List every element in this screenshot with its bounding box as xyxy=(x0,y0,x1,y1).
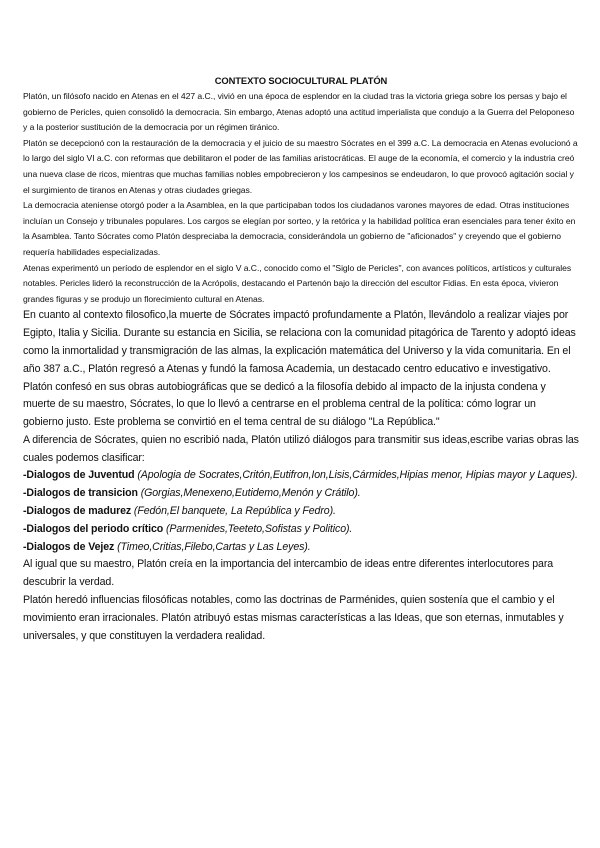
paragraph: Platón se decepcionó con la restauración de la democracia y el juicio de su maestro Sócrates en el 399 a.C. La democracia en Atenas evolucionó a lo largo del siglo VI a.C. con reformas que debilitaron el poder de las familias aristocráticas. El auge de la economía, el comercio y la industria creó una nueva clase de ricos, mientras que muchas familias nobles empobrecieron y los campesinos se endeudaron, lo que provocó agitación social y el surgimiento de tiranos en Atenas y otras ciudades griegas. xyxy=(23,137,578,195)
document-title: CONTEXTO SOCIOCULTURAL PLATÓN xyxy=(214,75,388,86)
dialogue-works: (Fedón,El banquete, La República y Fedro). xyxy=(133,505,336,518)
paragraph: Atenas experimentó un período de esplendor en el siglo V a.C., conocido como el "Siglo de Pericles", con avances políticos, artísticos y culturales notables. Pericles lideró la reconstrucción de la Acrópolis, destacando el Partenón bajo la dirección del escultor Fidias. En esta época, vivieron grandes figuras y se produjo un florecimiento cultural en Atenas. xyxy=(23,262,572,304)
dialogue-group xyxy=(23,467,579,485)
paragraph: En cuanto al contexto filosofico,la muerte de Sócrates impactó profundamente a Platón, llevándolo a realizar viajes por Egipto, Italia y Sicilia. Durante su estancia en Sicilia, se relaciona con la comunidad pitagórica de Tarento y adoptó ideas como la inmortalidad y transmigración de las almas, la explicación matemática del Universo y la vida comunitaria. En el año 387 a.C., Platón regresó a Atenas y fundó la famosa Academia, un destacado centro educativo e investigativo. xyxy=(23,309,576,375)
paragraph: La democracia ateniense otorgó poder a la Asamblea, en la que participaban todos los ciudadanos varones mayores de edad. Otras instituciones incluían un Consejo y tribunales populares. Los cargos se elegían por sorteo, y la retórica y la habilidad política eran esenciales para tener éxito en la Asamblea. Tanto Sócrates como Platón despreciaba la democracia, considerándola un gobierno de "aficionados" y creyendo que el gobierno requería habilidades especializadas. xyxy=(23,200,576,257)
dialogue-works: (Parmenides,Teeteto,Sofistas y Politico). xyxy=(165,522,353,535)
dialogue-group xyxy=(23,521,579,539)
dialogue-label: -Dialogos del periodo crítico xyxy=(23,522,164,535)
dialogue-works: (Apologia de Socrates,Critón,Eutifron,Ion,Lisis,Cármides,Hipias menor, Hipias mayor y Laques). xyxy=(137,469,578,482)
paragraph: Platón confesó en sus obras autobiográficas que se dedicó a la filosofía debido al impacto de la injusta condena y muerte de su maestro, Sócrates, lo que lo llevó a centrarse en el problema central de la política: cómo lograr un gobierno justo. Este problema se convirtió en el tema central de su diálogo "La República." xyxy=(23,380,546,429)
dialogue-label: -Dialogos de Vejez xyxy=(23,540,115,553)
dialogue-label: -Dialogos de madurez xyxy=(23,505,132,518)
dialogue-works: (Gorgias,Menexeno,Eutidemo,Menón y Crátilo). xyxy=(140,487,361,500)
dialogue-label: -Dialogos de transicion xyxy=(23,487,138,500)
paragraph: Platón, un filósofo nacido en Atenas en el 427 a.C., vivió en una época de esplendor en la ciudad tras la victoria griega sobre los persas y bajo el gobierno de Pericles, quien consolidó la democracia. Sin embargo, Atenas adoptó una actitud imperialista que condujo a la Guerra del Peloponeso y a la posterior sustitución de la democracia por un régimen tiránico. xyxy=(23,91,575,133)
paragraph: Platón heredó influencias filosóficas notables, como las doctrinas de Parménides, quien sostenía que el cambio y el movimiento eran irracionales. Platón atribuyó estas mismas características a las Ideas, que son eternas, inmutables y universales, y que constituyen la verdadera realidad. xyxy=(23,594,564,642)
philosophy-section xyxy=(23,307,579,645)
dialogue-group xyxy=(23,503,579,521)
dialogue-works: (Timeo,Critias,Filebo,Cartas y Las Leyes). xyxy=(117,540,311,553)
intro-section xyxy=(23,89,579,307)
paragraph: Al igual que su maestro, Platón creía en la importancia del intercambio de ideas entre diferentes interlocutores para descubrir la verdad. xyxy=(23,558,554,589)
paragraph: A diferencia de Sócrates, quien no escribió nada, Platón utilizó diálogos para transmitir sus ideas,escribe varias obras las cuales podemos clasificar: xyxy=(23,433,579,464)
dialogue-group xyxy=(23,485,579,503)
dialogue-group xyxy=(23,539,579,557)
document-page xyxy=(23,74,579,645)
dialogue-label: -Dialogos de Juventud xyxy=(23,469,135,482)
